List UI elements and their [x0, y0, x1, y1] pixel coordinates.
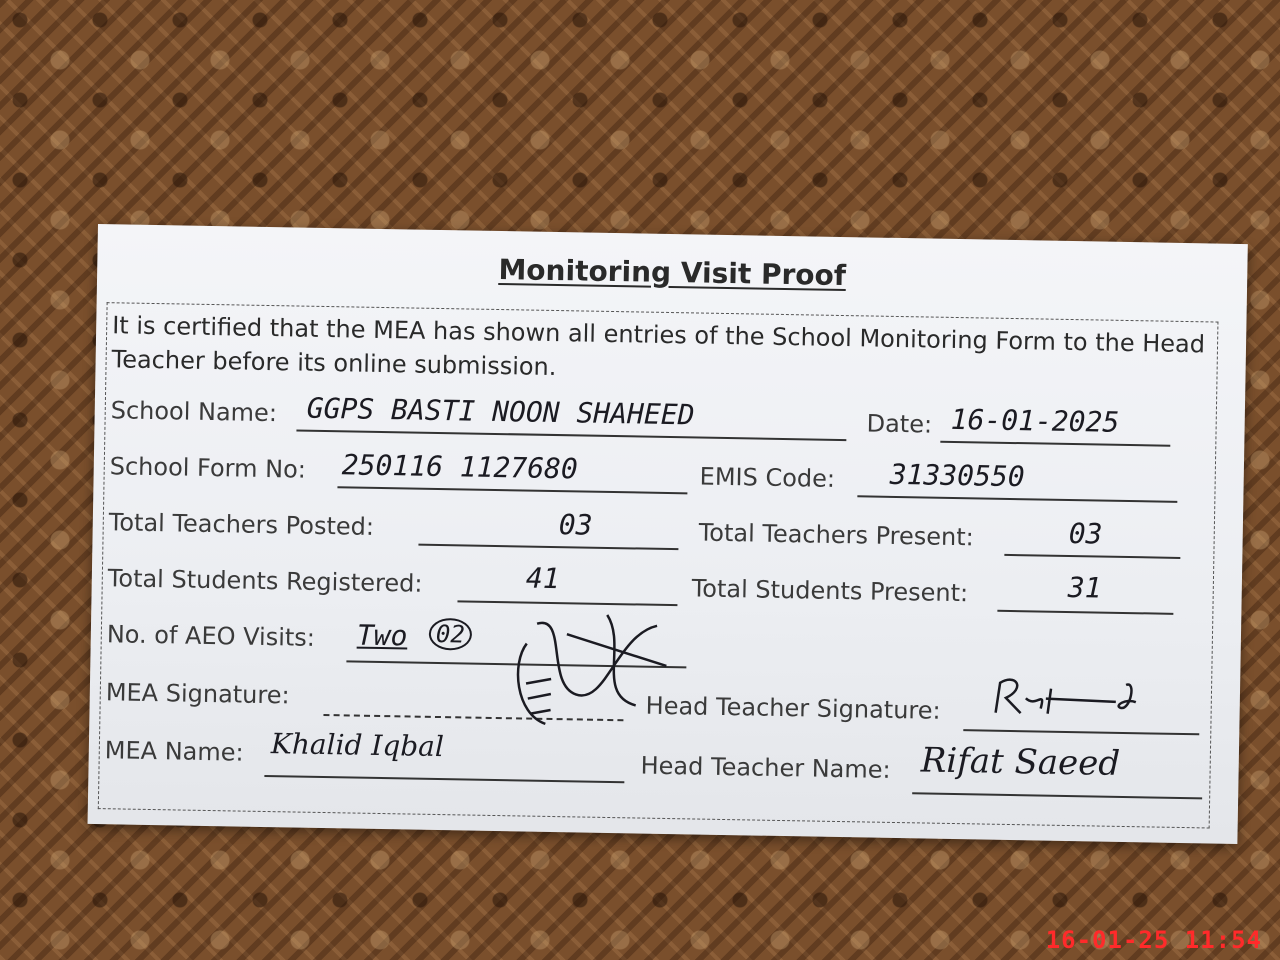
school-name-label: School Name: [110, 396, 278, 428]
aeo-visits-value: Two [356, 618, 408, 653]
total-students-present-label: Total Students Present: [691, 574, 969, 608]
aeo-visits-circled-value: 02 [429, 618, 472, 651]
total-teachers-present-value: 03 [1068, 516, 1103, 551]
date-value: 16-01-2025 [950, 402, 1120, 439]
monitoring-visit-proof-slip [88, 224, 1248, 844]
school-form-no-value: 250116 1127680 [341, 448, 579, 486]
mea-name-value: Khalid Iqbal [270, 727, 445, 764]
total-students-present-value: 31 [1067, 570, 1102, 605]
head-teacher-signature-label: Head Teacher Signature: [645, 691, 941, 725]
aeo-visits-label: No. of AEO Visits: [106, 620, 316, 652]
total-teachers-posted-line [418, 512, 679, 551]
total-teachers-present-label: Total Teachers Present: [698, 518, 974, 552]
head-teacher-name-value: Rifat Saeed [920, 740, 1121, 784]
mea-signature-mark [505, 603, 677, 746]
school-form-no-label: School Form No: [109, 452, 307, 484]
head-teacher-signature-mark [985, 668, 1166, 731]
total-teachers-posted-label: Total Teachers Posted: [108, 508, 375, 541]
emis-code-label: EMIS Code: [699, 462, 836, 493]
mea-signature-label: MEA Signature: [105, 678, 290, 710]
emis-code-value: 31330550 [889, 457, 1025, 494]
certification-text: It is certified that the MEA has shown all entries of the School Monitoring Form to the Head Teacher before its online submission. [111, 311, 1206, 382]
camera-timestamp: 16-01-25 11:54 [1045, 926, 1262, 954]
total-students-registered-line [457, 568, 678, 606]
form-title: Monitoring Visit Proof [498, 252, 847, 293]
total-teachers-posted-value: 03 [558, 508, 593, 542]
date-label: Date: [866, 409, 933, 439]
total-students-registered-label: Total Students Registered: [107, 564, 423, 598]
school-name-value: GGPS BASTI NOON SHAHEED [306, 391, 695, 432]
head-teacher-name-label: Head Teacher Name: [640, 751, 891, 784]
mea-name-label: MEA Name: [104, 736, 244, 767]
total-students-registered-value: 41 [525, 561, 560, 596]
